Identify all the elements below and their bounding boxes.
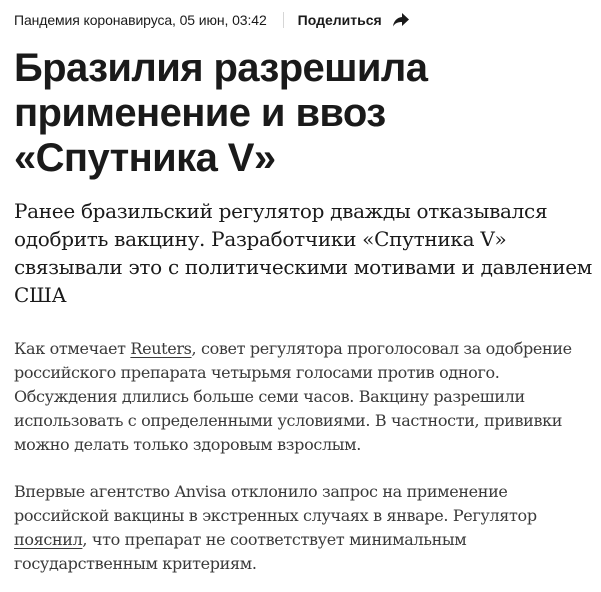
date-separator: , bbox=[172, 12, 180, 28]
meta-divider bbox=[283, 12, 284, 28]
article-lead: Ранее бразильский регулятор дважды отказывался одобрить вакцину. Разработчики «Спутника V» связывали это с политическими мотивами и давлением США bbox=[14, 199, 593, 307]
explained-link[interactable]: пояснил bbox=[14, 530, 83, 549]
share-arrow-icon bbox=[392, 12, 410, 28]
article-paragraph-1 bbox=[14, 337, 589, 457]
article-meta-bar bbox=[14, 0, 601, 40]
article-title: Бразилия разрешила применение и ввоз «Спутника V» bbox=[14, 46, 428, 180]
article-paragraph-2 bbox=[14, 480, 589, 576]
reuters-link[interactable]: Reuters bbox=[130, 339, 192, 358]
paragraph-text: Как отмечает bbox=[14, 339, 131, 358]
rubric-label[interactable]: Пандемия коронавируса bbox=[14, 12, 173, 28]
paragraph-text: , что препарат не соответствует минимальным государственным критериям. bbox=[14, 530, 467, 573]
paragraph-text: , совет регулятора проголосовал за одобрение российского препарата четырьмя голосами против одного. Обсуждения длились больше семи часов. Вакцину разрешили использовать с определенными условиями. В частности, прививки можно делать только здоровым взрослым. bbox=[14, 339, 572, 454]
share-button[interactable] bbox=[298, 12, 410, 28]
publish-date: 05 июн, 03:42 bbox=[179, 12, 267, 28]
share-label: Поделиться bbox=[297, 12, 382, 28]
article-meta bbox=[14, 12, 267, 28]
paragraph-text: Впервые агентство Anvisa отклонило запрос на применение российской вакцины в экстренных случаях в январе. Регулятор bbox=[14, 482, 537, 525]
